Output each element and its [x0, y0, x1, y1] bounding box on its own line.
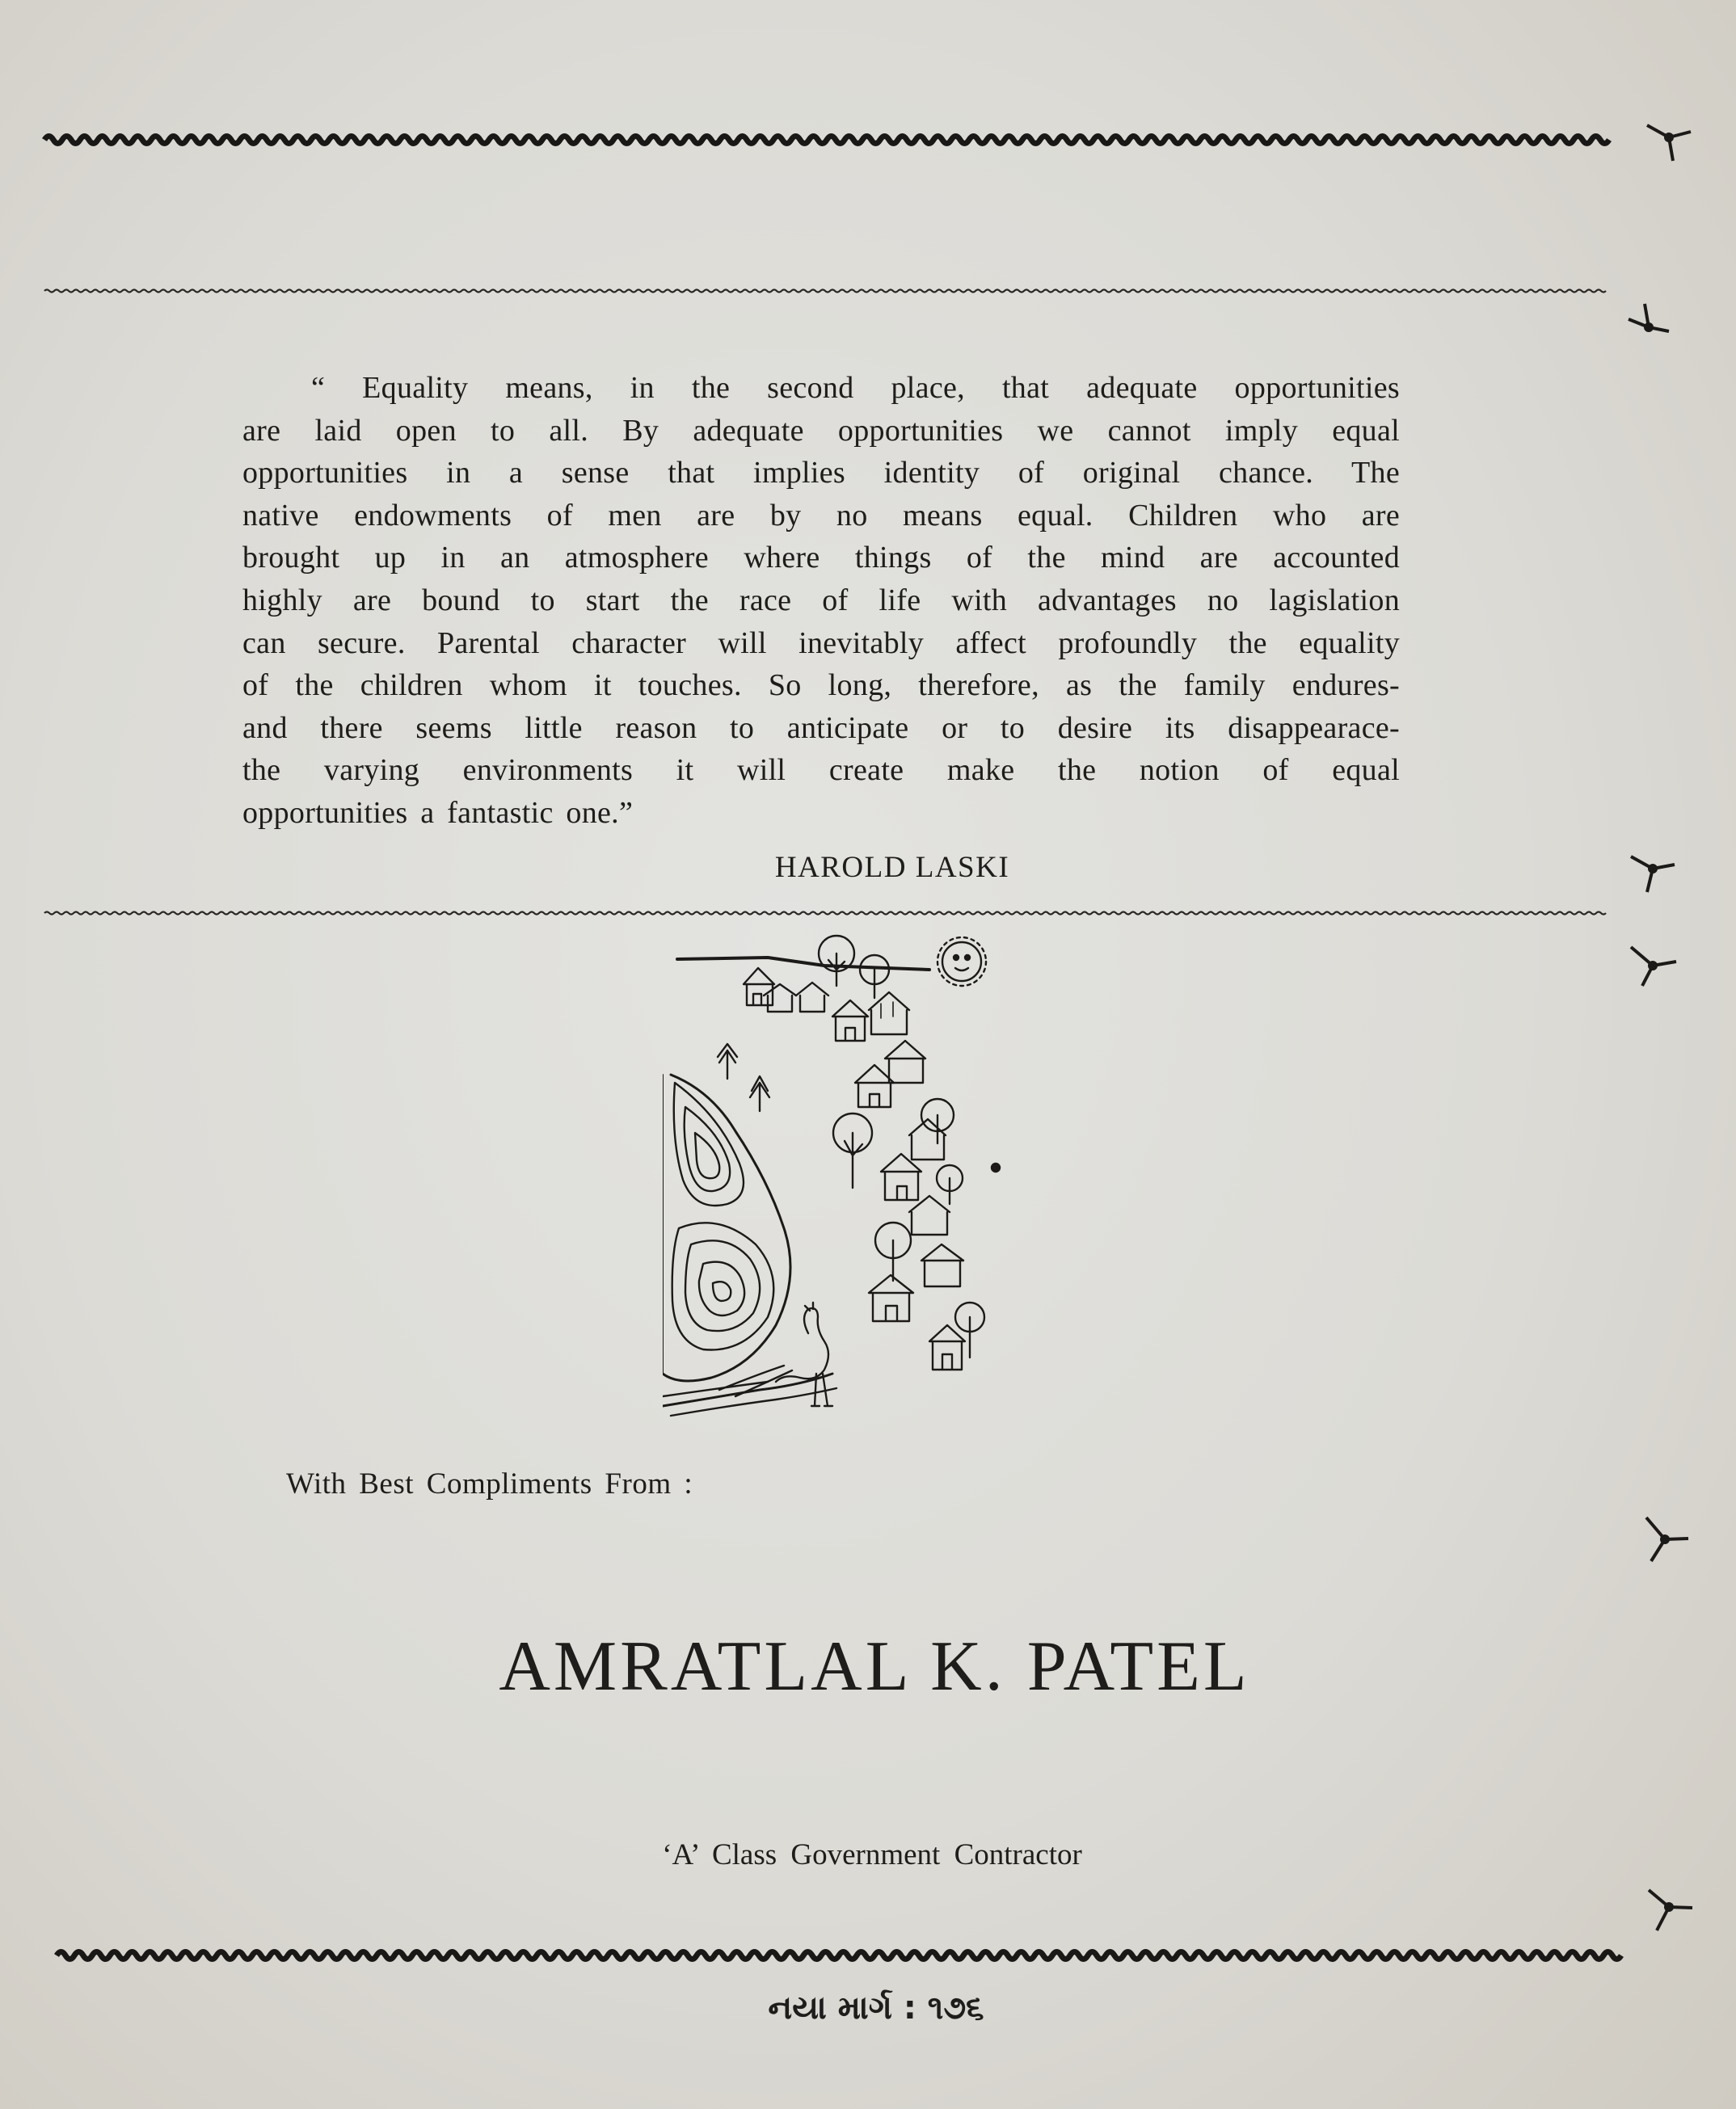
quote-line: highly are bound to start the race of life with advantages no lagislation: [242, 583, 1400, 617]
quote-line: native endowments of men are by no means equal. Children who are: [242, 498, 1400, 533]
bottom-decorative-border: [0, 1943, 1736, 1968]
binding-hole-icon: [1620, 299, 1677, 356]
top-decorative-border: [0, 128, 1736, 152]
quote-line: the varying environments it will create make the notion of equal: [242, 753, 1400, 788]
page-folio: નયા માર્ગ : ૧૭૬: [768, 1989, 984, 2027]
quote-bottom-rule: [0, 907, 1736, 920]
binding-hole-icon: [1641, 109, 1697, 166]
quote-line: brought up in an atmosphere where things of the mind are accounted: [242, 541, 1400, 575]
sun-icon: [938, 937, 986, 986]
quote-line: opportunities a fantastic one.”: [242, 795, 634, 830]
quote-author: HAROLD LASKI: [774, 851, 1010, 884]
binding-hole-icon: [1641, 1879, 1697, 1935]
binding-hole-icon: [1624, 937, 1681, 994]
peacock-icon: [719, 1303, 832, 1406]
quote-top-rule: [0, 284, 1736, 297]
quote-line: can secure. Parental character will inevitably affect profoundly the equality: [242, 625, 1400, 660]
quote-line: are laid open to all. By adequate opportunities we cannot imply equal: [242, 413, 1400, 448]
quote-line: “ Equality means, in the second place, that adequate opportunities: [311, 371, 1400, 405]
quote-block: [242, 367, 1400, 835]
company-designation: ‘A’ Class Government Contractor: [662, 1838, 1082, 1871]
company-name: AMRATLAL K. PATEL: [499, 1627, 1250, 1706]
compliments-text: With Best Compliments From :: [286, 1467, 693, 1501]
village-illustration: [663, 921, 1010, 1422]
binding-hole-icon: [1624, 840, 1681, 897]
quote-line: opportunities in a sense that implies identity of original chance. The: [242, 456, 1400, 490]
quote-line: of the children whom it touches. So long, therefore, as the family endures-: [242, 668, 1400, 703]
quote-line: and there seems little reason to anticipate or to desire its disappearace-: [242, 710, 1400, 745]
binding-hole-icon: [1637, 1511, 1693, 1568]
